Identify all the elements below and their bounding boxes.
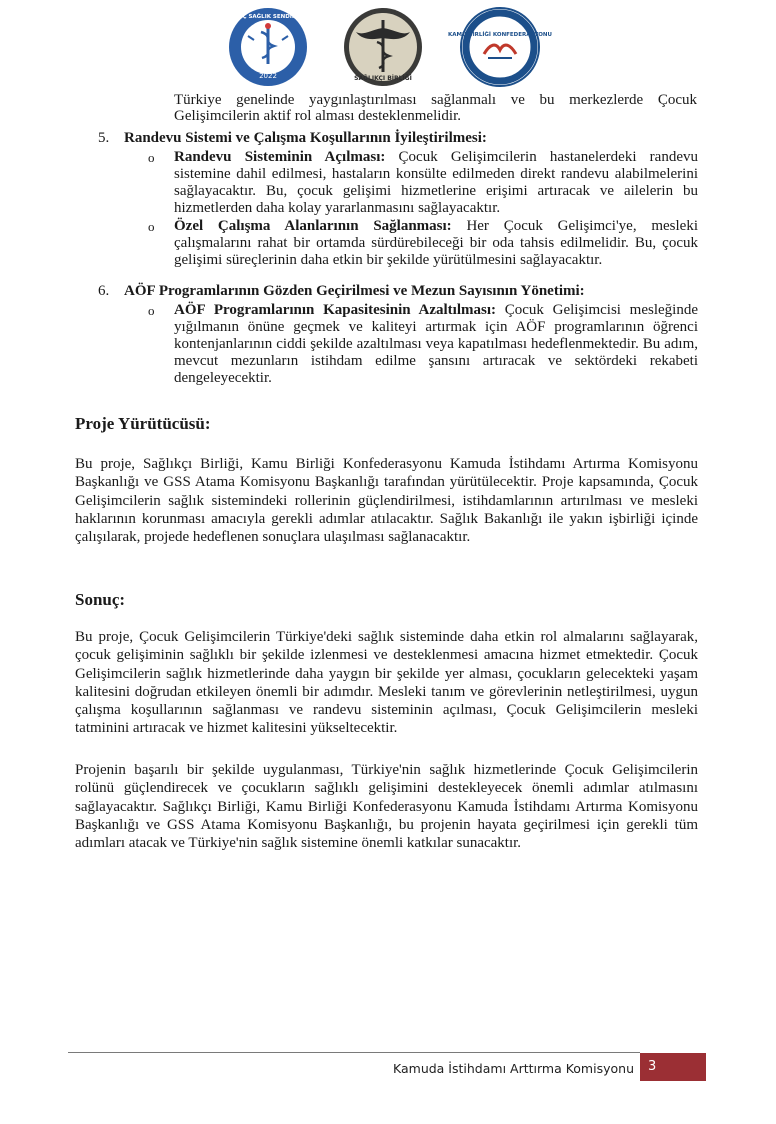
footer-divider — [68, 1052, 640, 1053]
section-heading: Sonuç: — [75, 590, 126, 609]
svg-text:SAĞLIKÇI BİRLİĞİ: SAĞLIKÇI BİRLİĞİ — [354, 75, 412, 82]
paragraph: Projenin başarılı bir şekilde uygulanması, Türkiye'nin sağlık hizmetlerinde Çocuk Gelişimcilerin rolünü güçlendirecek ve çocukların sağlıklı gelişimini destekleyecek önemli adımlar atılmasını sağlayacaktır. Sağlıkçı Birliği, Kamu Birliği Konfederasyonu Kamuda İstihdamı Artırma Komisyonu Başkanlığı ve GSS Atama Komisyonu Başkanlığı, bu projenin hayata geçirilmesi için gerekli tüm adımları atacak ve Türkiye'nin sağlık sistemine önemli katkılar sunacaktır. — [75, 762, 698, 852]
kamu-birligi-konfederasyonu-logo-icon — [448, 6, 552, 88]
sub-item: o Randevu Sisteminin Açılması: Çocuk Gelişimcilerin hastanelerdeki randevu sistemine dahil edilmesi, hastaların konsülte edilmeden direkt randevu alabilmelerini sağlayacaktır. Bu, çocuk gelişimi hizmetlerine erişimi artıracak ve ailelerin bu hizmetlerden daha kolay yararlanmasını sağlayacaktır. — [148, 149, 698, 216]
genc-saglik-sendikasi-logo-icon — [226, 6, 310, 88]
bullet: o — [148, 303, 155, 318]
list-item-6 — [98, 283, 698, 387]
list-item-title: 5. Randevu Sistemi ve Çalışma Koşullarının İyileştirilmesi: — [98, 130, 487, 146]
bullet: o — [148, 150, 155, 165]
paragraph: Bu proje, Çocuk Gelişimcilerin Türkiye'deki sağlık sisteminde daha etkin rol almalarını sağlayarak, çocuk gelişiminin sağlıklı bir şekilde izlenmesi ve desteklenmesi amacına hizmet etmektedir. Çocuk Gelişimcilerin sağlık hizmetlerinde daha yaygın bir şekilde yer alması, çocukların gelecekteki yaşam kalitesini doğrudan etkileyen önemli bir adımdır. Mesleki tanım ve görevlerinin netleştirilmesi, uygun çalışma koşullarının sağlanması ve randevu sisteminin açılması, Çocuk Gelişimcilerin mesleki tatminini artıracak ve hizmet kalitesini yükseltecektir. — [75, 629, 698, 737]
svg-text:KAMU BİRLİĞİ KONFEDERASYONU: KAMU BİRLİĞİ KONFEDERASYONU — [448, 32, 552, 38]
page-number: 3 — [640, 1053, 706, 1081]
list-number: 5. — [98, 130, 110, 146]
list-item-5 — [98, 130, 698, 269]
paragraph: Bu proje, Sağlıkçı Birliği, Kamu Birliği Konfederasyonu Kamuda İstihdamı Artırma Komisyonu Başkanlığı ve GSS Atama Komisyonu Başkanlığı tarafından yürütülecektir. Proje kapsamında, Çocuk Gelişimcilerin sağlık sistemindeki rollerinin güçlendirilmesi, istihdamlarının artırılması ve mesleki haklarının korunması amacıyla gerekli adımlar atılacaktır. Sağlık Bakanlığı ile yakın işbirliği içinde çalışılarak, projede hedeflenen sonuçlara ulaşılması sağlanacaktır. — [75, 456, 698, 546]
header-logos — [226, 6, 552, 88]
sub-item: o Özel Çalışma Alanlarının Sağlanması: Her Çocuk Gelişimci'ye, mesleki çalışmalarını rahat bir ortamda sürdürebileceği bir oda tahsis edilmelidir. Bu, çocuk gelişimi süreçlerinin daha etkin bir şekilde yürütülmesini sağlayacaktır. — [148, 218, 698, 268]
list-item-title: 6. AÖF Programlarının Gözden Geçirilmesi ve Mezun Sayısının Yönetimi: — [98, 283, 585, 299]
svg-text:2022: 2022 — [259, 72, 277, 80]
bullet: o — [148, 219, 155, 234]
sub-item: o AÖF Programlarının Kapasitesinin Azaltılması: Çocuk Gelişimcisi mesleğinde yığılmanın önüne geçmek ve kaliteyi artırmak için AÖF programlarının öğrenci kontenjanlarının ciddi şekilde azaltılması veya kapatılması hedeflenmektedir. Bu adım, mevcut mezunların istihdam edilme şansını artıracak ve sektördeki rekabeti dengeleyecektir. — [148, 302, 698, 386]
footer-text: Kamuda İstihdamı Arttırma Komisyonu — [393, 1061, 634, 1076]
continued-text: Türkiye genelinde yaygınlaştırılması sağlanmalı ve bu merkezlerde Çocuk Gelişimcilerin aktif rol alması desteklenmelidir. — [174, 92, 697, 124]
saglikci-birligi-logo-icon — [340, 6, 426, 88]
section-heading: Proje Yürütücüsü: — [75, 414, 211, 433]
list-number: 6. — [98, 283, 110, 299]
svg-text:GENÇ SAĞLIK SENDİKASI: GENÇ SAĞLIK SENDİKASI — [229, 14, 307, 20]
